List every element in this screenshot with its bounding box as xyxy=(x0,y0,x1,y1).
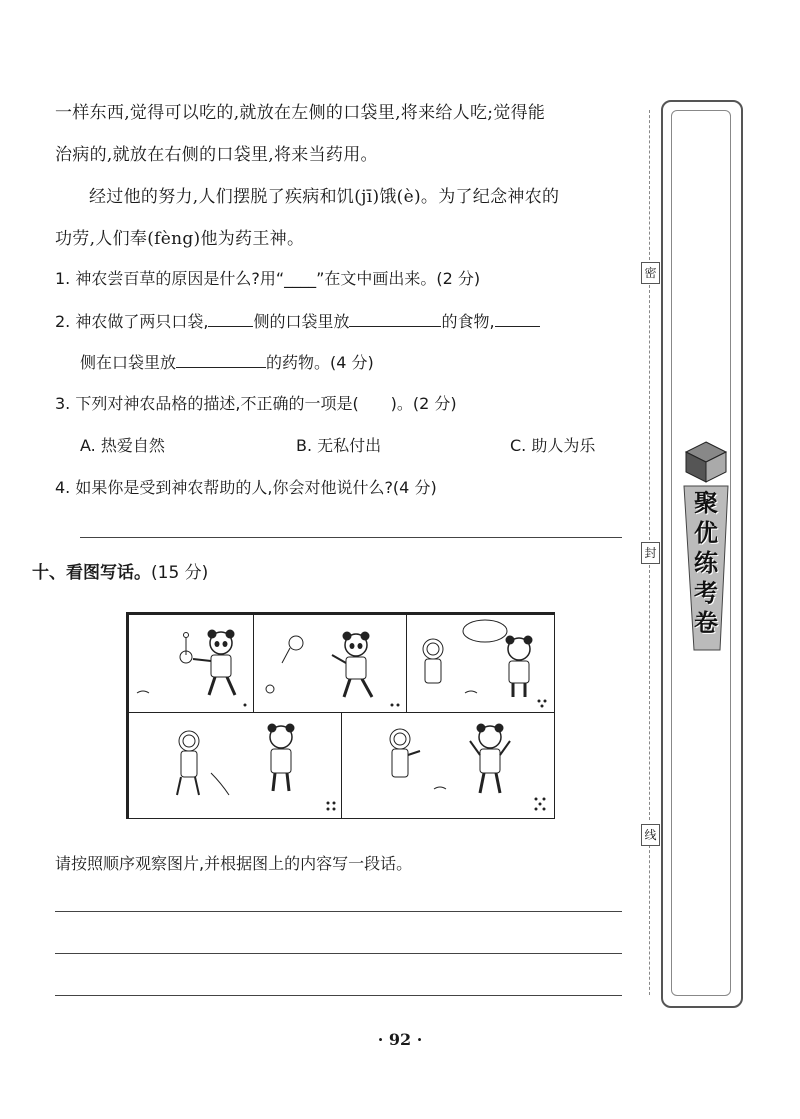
question-2-text-d: 侧在口袋里放 xyxy=(80,353,177,372)
question-2-text-a: 2. 神农做了两只口袋, xyxy=(55,312,209,331)
option-b[interactable]: B. 无私付出 xyxy=(296,436,382,455)
answer-blank[interactable] xyxy=(208,312,253,327)
question-2-text-c: 的食物, xyxy=(441,312,495,331)
option-a[interactable]: A. 热爱自然 xyxy=(80,436,165,455)
comic-panel-4 xyxy=(128,712,343,819)
answer-line[interactable] xyxy=(80,537,622,538)
section-10-heading xyxy=(32,558,208,583)
question-4: 4. 如果你是受到神农帮助的人,你会对他说什么?(4 分) xyxy=(55,478,437,497)
seal-mark-feng: 封 xyxy=(641,542,660,564)
comic-panel-5 xyxy=(341,712,555,819)
binding-dashed-line xyxy=(649,565,650,820)
passage-line-3: 经过他的努力,人们摆脱了疾病和饥(jī)饿(è)。为了纪念神农的 xyxy=(89,187,560,207)
question-2-line-1 xyxy=(55,309,540,332)
section-10-score: (15 分) xyxy=(151,563,209,583)
writing-line[interactable] xyxy=(55,953,622,954)
answer-blank[interactable] xyxy=(495,312,540,327)
brand-badge xyxy=(680,440,732,660)
comic-panel-1 xyxy=(128,614,255,714)
option-c[interactable]: C. 助人为乐 xyxy=(510,436,596,455)
answer-blank[interactable] xyxy=(349,312,441,327)
question-1: 1. 神农尝百草的原因是什么?用“____”在文中画出来。(2 分) xyxy=(55,269,481,288)
binding-dashed-line xyxy=(649,110,650,260)
passage-line-4: 功劳,人们奉(fèng)他为药王神。 xyxy=(55,229,305,249)
answer-blank[interactable] xyxy=(176,353,266,368)
passage-line-2: 治病的,就放在右侧的口袋里,将来当药用。 xyxy=(55,145,378,165)
question-3: 3. 下列对神农品格的描述,不正确的一项是( )。(2 分) xyxy=(55,394,457,413)
comic-panel-2 xyxy=(253,614,408,714)
seal-mark-xian: 线 xyxy=(641,824,660,846)
seal-mark-mi: 密 xyxy=(641,262,660,284)
comic-strip-picture xyxy=(126,612,555,819)
writing-line[interactable] xyxy=(55,911,622,912)
brand-badge-text: 聚优练考卷 xyxy=(694,489,718,637)
binding-dashed-line xyxy=(649,285,650,540)
binding-dashed-line xyxy=(649,845,650,995)
question-2-line-2 xyxy=(80,350,374,373)
question-2-text-e: 的药物。(4 分) xyxy=(266,353,374,372)
writing-instruction: 请按照顺序观察图片,并根据图上的内容写一段话。 xyxy=(55,854,413,873)
writing-line[interactable] xyxy=(55,995,622,996)
passage-line-1: 一样东西,觉得可以吃的,就放在左侧的口袋里,将来给人吃;觉得能 xyxy=(55,103,546,123)
comic-panel-3 xyxy=(406,614,555,714)
page-number: · 92 · xyxy=(377,1030,423,1049)
question-2-text-b: 侧的口袋里放 xyxy=(253,312,350,331)
section-10-title: 十、看图写话。 xyxy=(32,563,151,583)
